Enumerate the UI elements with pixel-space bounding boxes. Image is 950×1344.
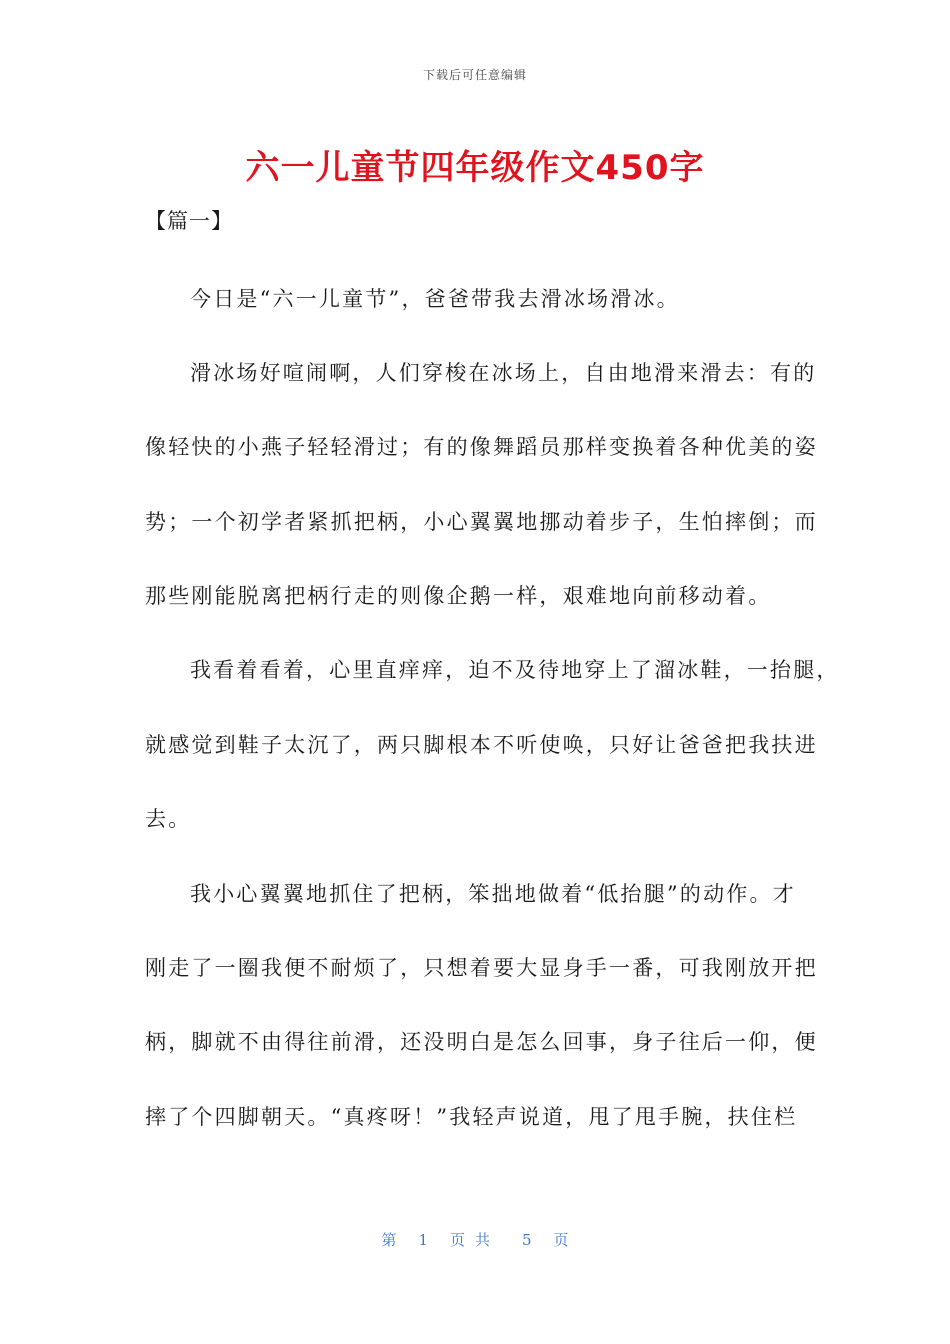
document-title: 六一儿童节四年级作文450字 xyxy=(245,148,705,188)
paragraph-line: 势；一个初学者紧抓把柄，小心翼翼地挪动着步子，生怕摔倒；而 xyxy=(145,510,818,534)
paragraph-line: 我看着看着，心里直痒痒，迫不及待地穿上了溜冰鞋，一抬腿， xyxy=(190,658,840,682)
paragraph-line: 今日是“六一儿童节”，爸爸带我去滑冰场滑冰。 xyxy=(190,287,680,311)
paragraph-line: 摔了个四脚朝天。“真疼呀！”我轻声说道，甩了甩手腕，扶住栏 xyxy=(145,1105,798,1129)
paragraph-line: 我小心翼翼地抓住了把柄，笨拙地做着“低抬腿”的动作。才 xyxy=(190,882,796,906)
paragraph-line: 去。 xyxy=(145,807,192,831)
footer-page-mid: 页共 xyxy=(449,1231,500,1249)
section-label: 【篇一】 xyxy=(145,209,233,233)
footer-page-prefix: 第 xyxy=(381,1231,397,1249)
paragraph-line: 那些刚能脱离把柄行走的则像企鹅一样，艰难地向前移动着。 xyxy=(145,584,772,608)
page-footer xyxy=(0,1229,950,1250)
paragraph-line: 柄，脚就不由得往前滑，还没明白是怎么回事，身子往后一仰，便 xyxy=(145,1030,818,1054)
paragraph-line: 刚走了一圈我便不耐烦了，只想着要大显身手一番，可我刚放开把 xyxy=(145,956,818,980)
header-note: 下载后可任意编辑 xyxy=(422,68,527,82)
paragraph-line: 滑冰场好喧闹啊，人们穿梭在冰场上，自由地滑来滑去：有的 xyxy=(190,361,817,385)
paragraph-line: 就感觉到鞋子太沉了，两只脚根本不听使唤，只好让爸爸把我扶进 xyxy=(145,733,818,757)
footer-total-pages: 5 xyxy=(522,1231,532,1249)
footer-page-suffix: 页 xyxy=(553,1231,569,1249)
paragraph-line: 像轻快的小燕子轻轻滑过；有的像舞蹈员那样变换着各种优美的姿 xyxy=(145,435,818,459)
footer-page-number: 1 xyxy=(418,1231,428,1249)
